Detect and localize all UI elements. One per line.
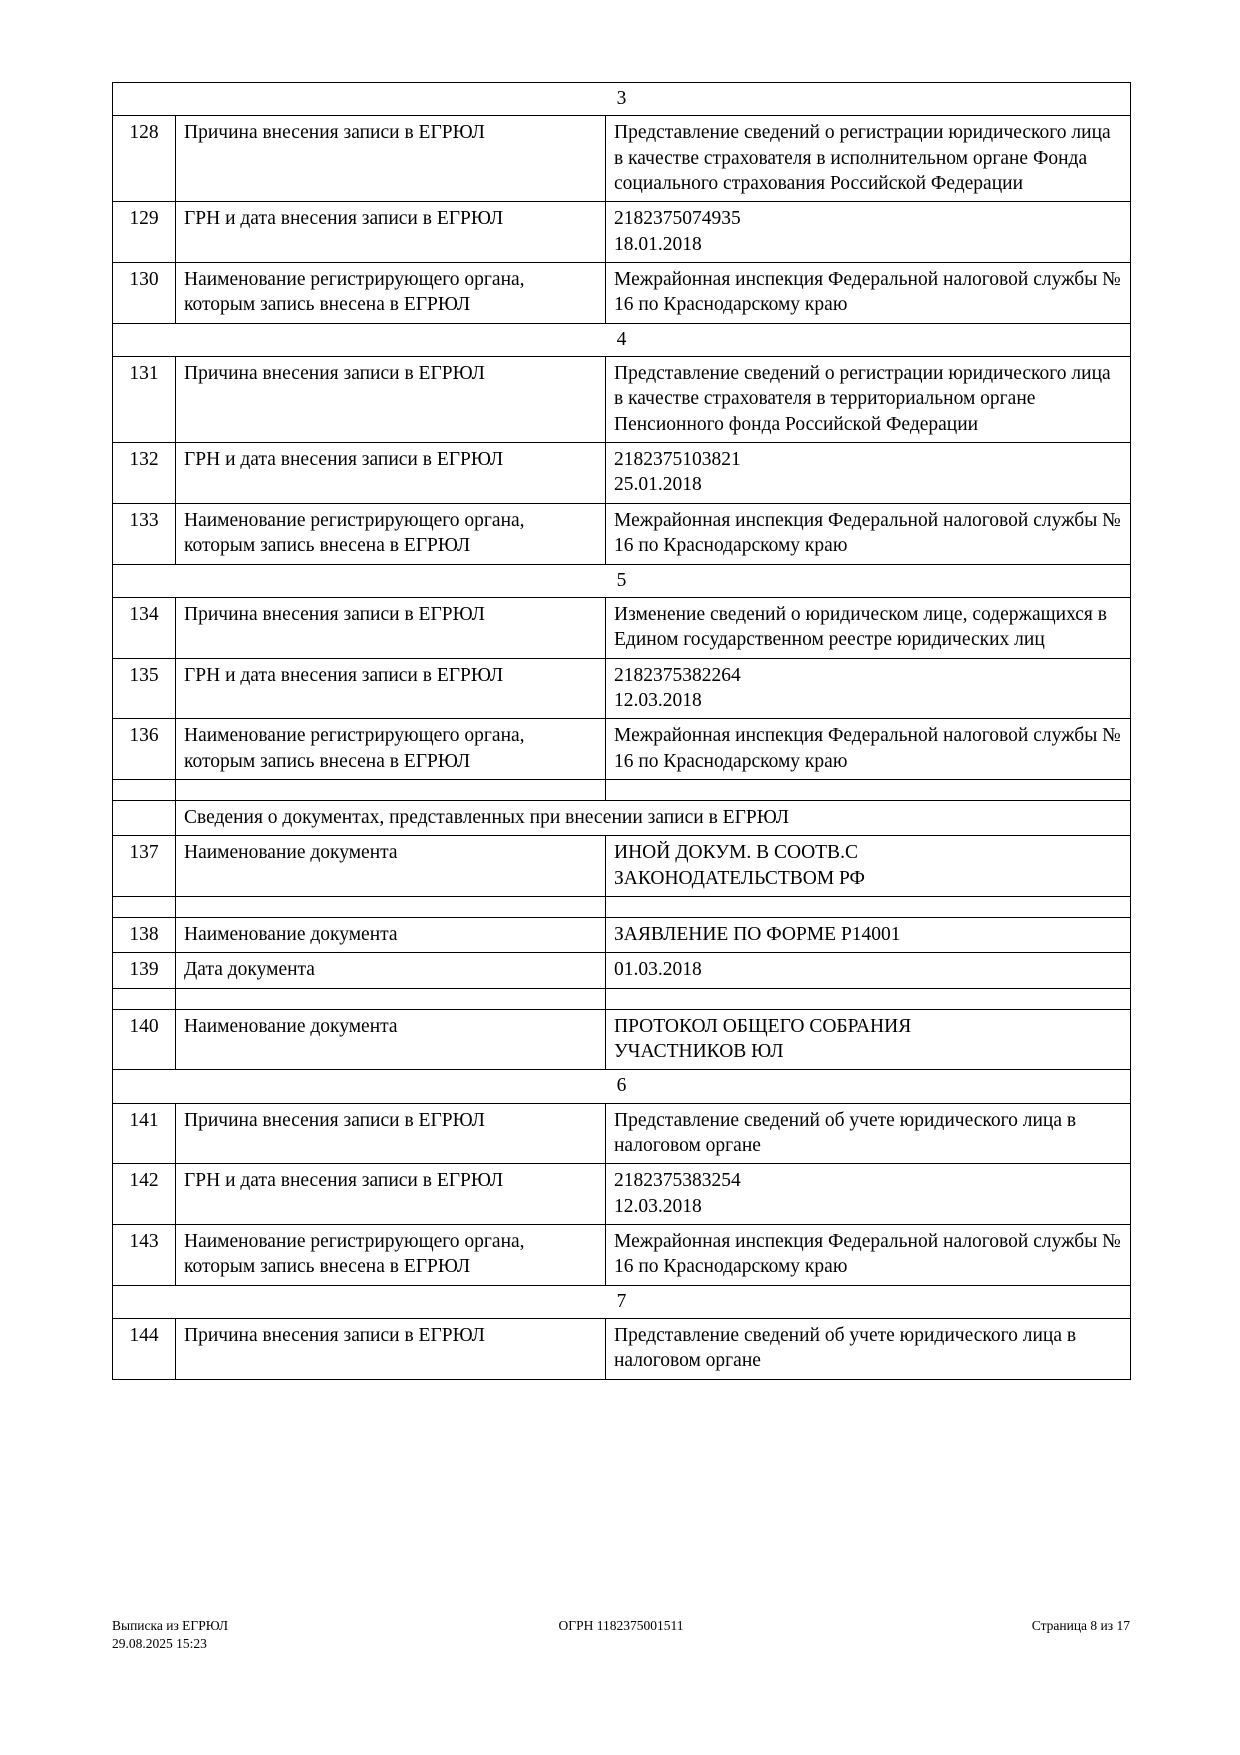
row-value-line: 2182375103821 bbox=[614, 449, 741, 471]
spacer-row bbox=[113, 779, 1131, 800]
row-label: Наименование регистрирующего органа, которым запись внесена в ЕГРЮЛ bbox=[176, 263, 606, 324]
row-number: 129 bbox=[113, 202, 176, 263]
row-value: ЗАЯВЛЕНИЕ ПО ФОРМЕ Р14001 bbox=[606, 917, 1131, 952]
spacer-cell-label bbox=[176, 779, 606, 800]
section-number: 7 bbox=[113, 1285, 1131, 1318]
spacer-cell-value bbox=[606, 988, 1131, 1009]
page-footer bbox=[112, 1617, 1130, 1653]
row-label: Наименование документа bbox=[176, 917, 606, 952]
section-number: 6 bbox=[113, 1070, 1131, 1103]
egrul-records-table bbox=[112, 82, 1131, 1380]
table-row bbox=[113, 1319, 1131, 1380]
row-label: Причина внесения записи в ЕГРЮЛ bbox=[176, 116, 606, 202]
table-row bbox=[113, 719, 1131, 780]
row-label: Причина внесения записи в ЕГРЮЛ bbox=[176, 357, 606, 443]
table-row bbox=[113, 836, 1131, 897]
row-label: Наименование документа bbox=[176, 836, 606, 897]
spacer-cell-value bbox=[606, 896, 1131, 917]
row-value-line: 18.01.2018 bbox=[614, 233, 702, 255]
table-body bbox=[113, 83, 1131, 1380]
row-value: Межрайонная инспекция Федеральной налоговой службы № 16 по Краснодарскому краю bbox=[606, 263, 1131, 324]
row-label: Наименование регистрирующего органа, которым запись внесена в ЕГРЮЛ bbox=[176, 1225, 606, 1286]
subsection-title: Сведения о документах, представленных при внесении записи в ЕГРЮЛ bbox=[176, 800, 1131, 835]
row-value bbox=[606, 443, 1131, 504]
row-value: Межрайонная инспекция Федеральной налоговой службы № 16 по Краснодарскому краю bbox=[606, 1225, 1131, 1286]
row-value-line: 2182375382264 bbox=[614, 664, 741, 686]
row-value bbox=[606, 1009, 1131, 1070]
row-value: Изменение сведений о юридическом лице, содержащихся в Едином государственном реестре юридических лиц bbox=[606, 597, 1131, 658]
row-value: Представление сведений о регистрации юридического лица в качестве страхователя в исполнительном органе Фонда социального страхования Российской Федерации bbox=[606, 116, 1131, 202]
section-number: 5 bbox=[113, 564, 1131, 597]
row-label: ГРН и дата внесения записи в ЕГРЮЛ bbox=[176, 443, 606, 504]
footer-doc-title: Выписка из ЕГРЮЛ bbox=[112, 1618, 229, 1633]
table-row bbox=[113, 597, 1131, 658]
row-value-line: ИНОЙ ДОКУМ. В СООТВ.С bbox=[614, 842, 858, 864]
row-number: 136 bbox=[113, 719, 176, 780]
subsection-header-row bbox=[113, 800, 1131, 835]
table-row bbox=[113, 1164, 1131, 1225]
table-row bbox=[113, 357, 1131, 443]
footer-timestamp: 29.08.2025 15:23 bbox=[112, 1636, 207, 1652]
spacer-row bbox=[113, 896, 1131, 917]
row-number: 143 bbox=[113, 1225, 176, 1286]
row-value-line: ЗАКОНОДАТЕЛЬСТВОМ РФ bbox=[614, 867, 865, 889]
row-number: 131 bbox=[113, 357, 176, 443]
row-label: ГРН и дата внесения записи в ЕГРЮЛ bbox=[176, 202, 606, 263]
row-value-line: 2182375074935 bbox=[614, 208, 741, 230]
section-header-row bbox=[113, 323, 1131, 356]
table-row bbox=[113, 1009, 1131, 1070]
row-number: 137 bbox=[113, 836, 176, 897]
row-value: Межрайонная инспекция Федеральной налоговой службы № 16 по Краснодарскому краю bbox=[606, 503, 1131, 564]
spacer-cell-num bbox=[113, 988, 176, 1009]
table-row bbox=[113, 658, 1131, 719]
subsection-empty-cell bbox=[113, 800, 176, 835]
table-row bbox=[113, 263, 1131, 324]
section-header-row bbox=[113, 564, 1131, 597]
footer-ogrn: ОГРН 1182375001511 bbox=[558, 1618, 684, 1633]
row-number: 135 bbox=[113, 658, 176, 719]
table-row bbox=[113, 917, 1131, 952]
row-value: Представление сведений об учете юридического лица в налоговом органе bbox=[606, 1103, 1131, 1164]
row-value: Представление сведений о регистрации юридического лица в качестве страхователя в территориальном органе Пенсионного фонда Российской Федерации bbox=[606, 357, 1131, 443]
row-number: 132 bbox=[113, 443, 176, 504]
row-number: 130 bbox=[113, 263, 176, 324]
section-header-row bbox=[113, 83, 1131, 116]
row-number: 142 bbox=[113, 1164, 176, 1225]
spacer-cell-label bbox=[176, 988, 606, 1009]
footer-page-number: Страница 8 из 17 bbox=[1031, 1618, 1130, 1633]
row-value: Межрайонная инспекция Федеральной налоговой службы № 16 по Краснодарскому краю bbox=[606, 719, 1131, 780]
row-label: Дата документа bbox=[176, 953, 606, 988]
row-label: ГРН и дата внесения записи в ЕГРЮЛ bbox=[176, 658, 606, 719]
row-label: Наименование документа bbox=[176, 1009, 606, 1070]
row-label: Наименование регистрирующего органа, которым запись внесена в ЕГРЮЛ bbox=[176, 503, 606, 564]
row-value bbox=[606, 658, 1131, 719]
row-number: 139 bbox=[113, 953, 176, 988]
table-row bbox=[113, 953, 1131, 988]
spacer-row bbox=[113, 988, 1131, 1009]
row-value-line: 25.01.2018 bbox=[614, 474, 702, 496]
row-value-line: 12.03.2018 bbox=[614, 1195, 702, 1217]
row-number: 138 bbox=[113, 917, 176, 952]
row-label: ГРН и дата внесения записи в ЕГРЮЛ bbox=[176, 1164, 606, 1225]
table-row bbox=[113, 443, 1131, 504]
spacer-cell-value bbox=[606, 779, 1131, 800]
row-value bbox=[606, 1164, 1131, 1225]
row-value: 01.03.2018 bbox=[606, 953, 1131, 988]
table-row bbox=[113, 1225, 1131, 1286]
row-value bbox=[606, 836, 1131, 897]
row-number: 133 bbox=[113, 503, 176, 564]
table-row bbox=[113, 116, 1131, 202]
row-value-line: 12.03.2018 bbox=[614, 689, 702, 711]
row-number: 141 bbox=[113, 1103, 176, 1164]
row-value-line: 2182375383254 bbox=[614, 1170, 741, 1192]
section-number: 3 bbox=[113, 83, 1131, 116]
row-label: Наименование регистрирующего органа, которым запись внесена в ЕГРЮЛ bbox=[176, 719, 606, 780]
spacer-cell-num bbox=[113, 779, 176, 800]
table-row bbox=[113, 202, 1131, 263]
row-value-line: УЧАСТНИКОВ ЮЛ bbox=[614, 1040, 784, 1062]
table-row bbox=[113, 503, 1131, 564]
section-header-row bbox=[113, 1070, 1131, 1103]
row-value: Представление сведений об учете юридического лица в налоговом органе bbox=[606, 1319, 1131, 1380]
section-number: 4 bbox=[113, 323, 1131, 356]
spacer-cell-label bbox=[176, 896, 606, 917]
row-label: Причина внесения записи в ЕГРЮЛ bbox=[176, 1319, 606, 1380]
row-number: 134 bbox=[113, 597, 176, 658]
table-row bbox=[113, 1103, 1131, 1164]
row-value-line: ПРОТОКОЛ ОБЩЕГО СОБРАНИЯ bbox=[614, 1015, 912, 1037]
row-number: 144 bbox=[113, 1319, 176, 1380]
row-value bbox=[606, 202, 1131, 263]
spacer-cell-num bbox=[113, 896, 176, 917]
footer-left bbox=[112, 1617, 448, 1653]
row-label: Причина внесения записи в ЕГРЮЛ bbox=[176, 1103, 606, 1164]
row-number: 128 bbox=[113, 116, 176, 202]
row-label: Причина внесения записи в ЕГРЮЛ bbox=[176, 597, 606, 658]
section-header-row bbox=[113, 1285, 1131, 1318]
row-number: 140 bbox=[113, 1009, 176, 1070]
